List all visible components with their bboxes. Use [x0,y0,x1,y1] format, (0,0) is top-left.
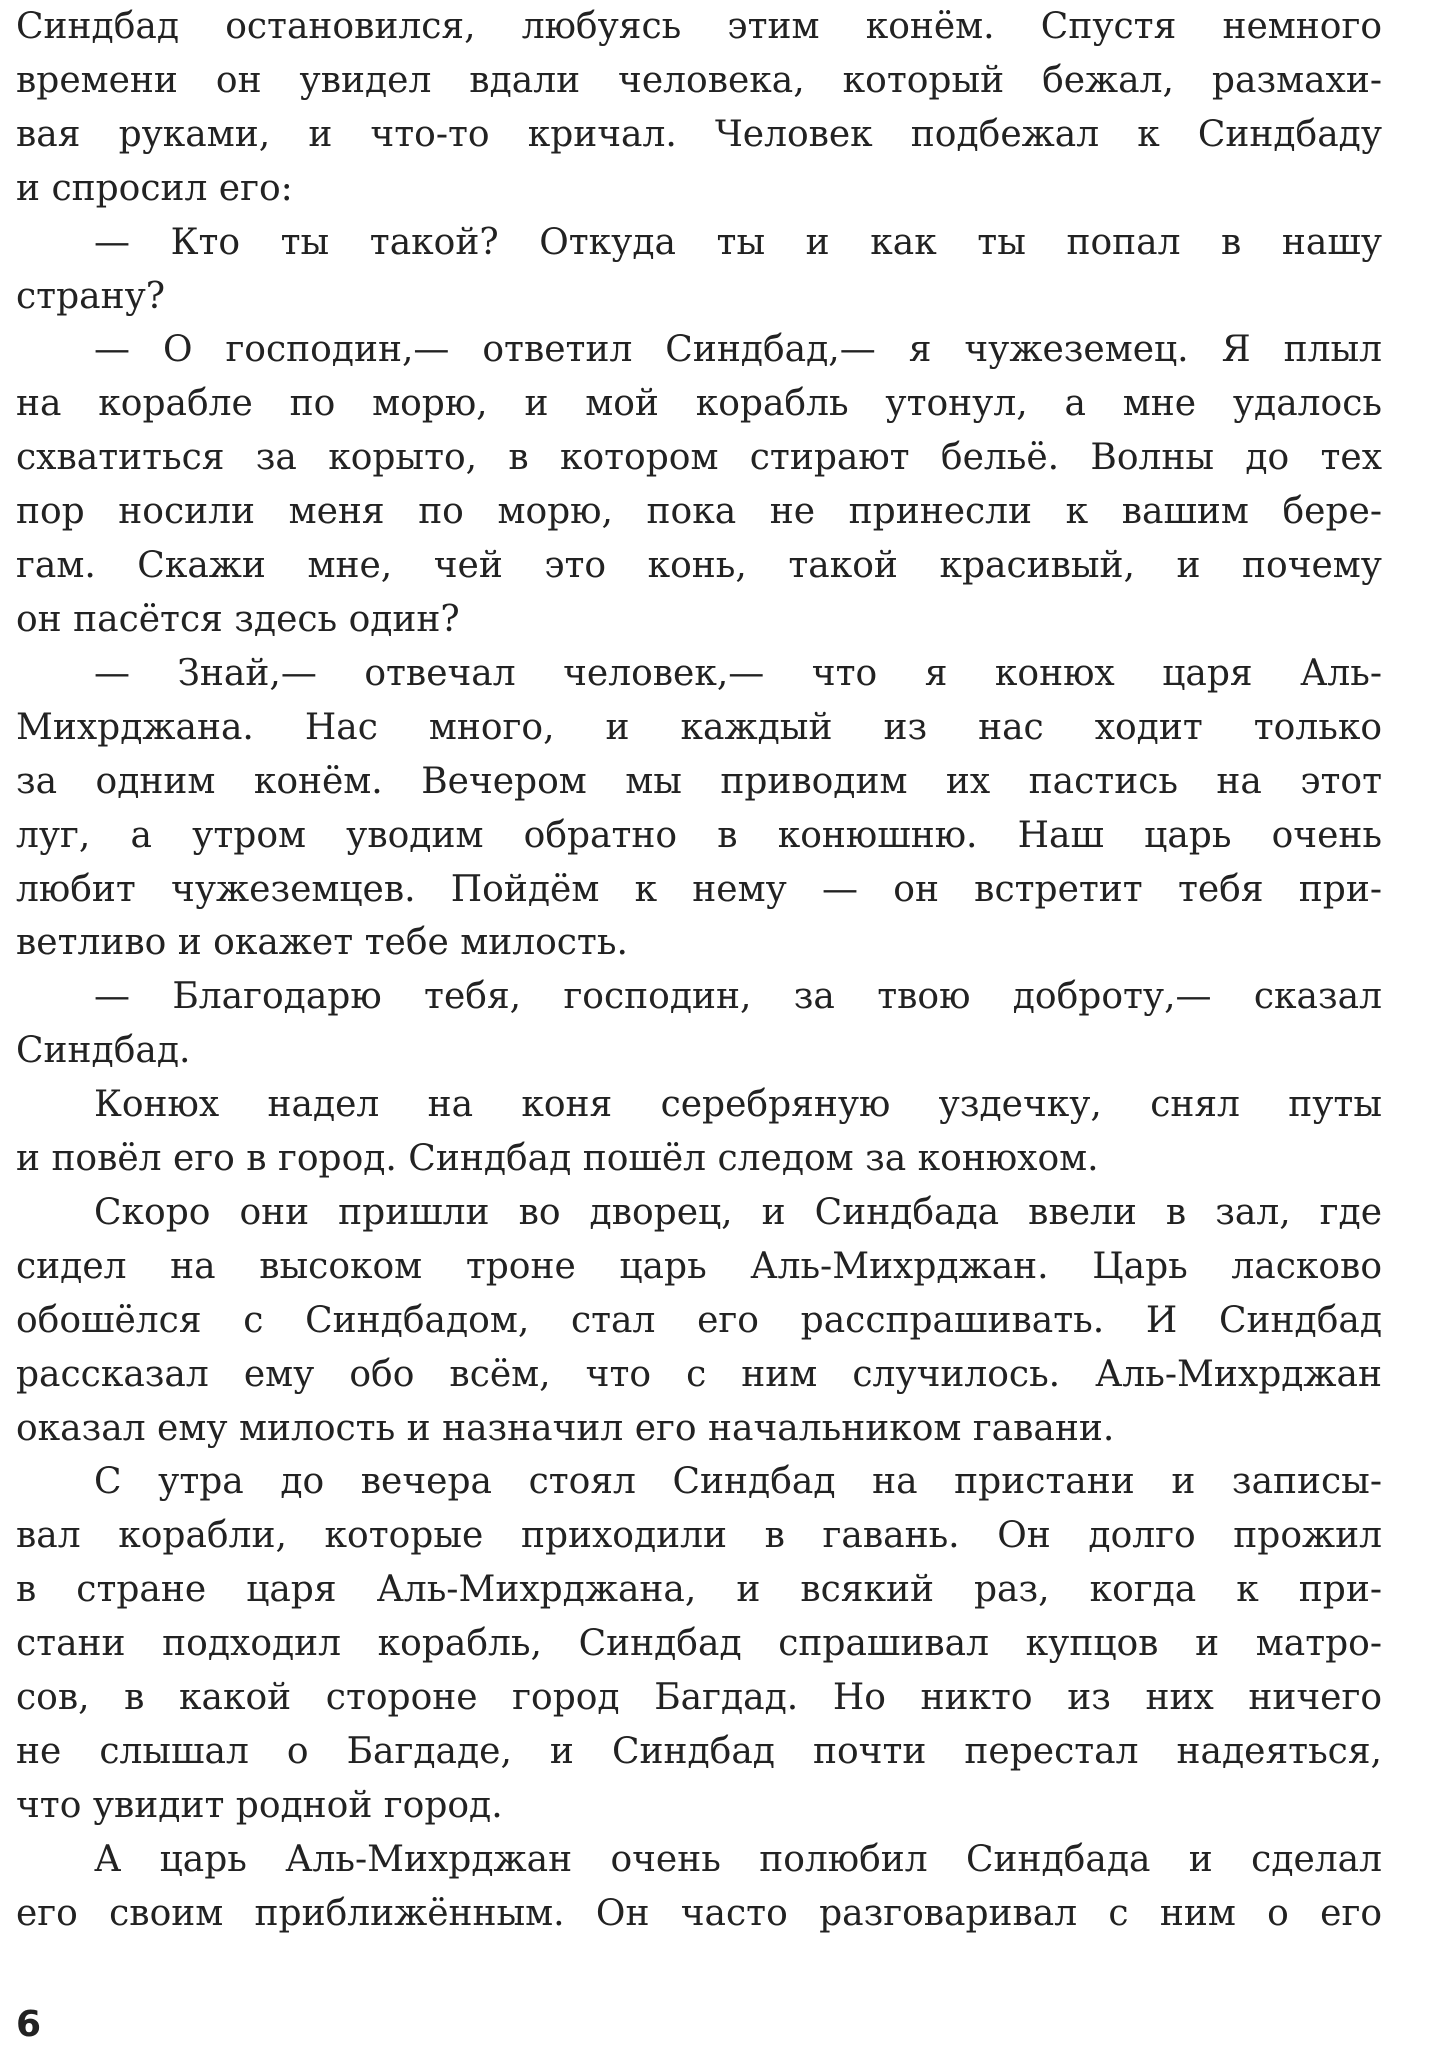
text-line: времени он увидел вдали человека, который бежал, размахи- [16,59,1382,101]
text-line: ветливо и окажет тебе милость. [16,922,628,964]
text-line: что увидит родной город. [16,1784,503,1826]
text-line: и повёл его в город. Синдбад пошёл следом за конюхом. [16,1138,1099,1180]
text-line: его своим приближённым. Он часто разговаривал с ним о его [16,1892,1382,1934]
text-line: Михрджана. Нас много, и каждый из нас ходит только [16,706,1382,748]
text-line: А царь Аль-Михрджан очень полюбил Синдбада и сделал [94,1838,1382,1880]
text-line: за одним конём. Вечером мы приводим их пастись на этот [16,760,1382,802]
text-line: и спросил его: [16,167,293,209]
text-line: Синдбад остановился, любуясь этим конём. Спустя немного [16,6,1382,47]
text-line: он пасётся здесь один? [16,598,460,640]
text-line: рассказал ему обо всём, что с ним случилось. Аль-Михрджан [16,1353,1382,1395]
text-line: Скоро они пришли во дворец, и Синдбада ввели в зал, где [94,1191,1382,1233]
text-line: на корабле по морю, и мой корабль утонул, а мне удалось [16,383,1382,425]
text-line: — О господин,— ответил Синдбад,— я чужеземец. Я плыл [94,329,1382,371]
text-line: — Знай,— отвечал человек,— что я конюх царя Аль- [94,652,1382,694]
text-line: любит чужеземцев. Пойдём к нему — он встретит тебя при- [16,868,1382,910]
text-line: не слышал о Багдаде, и Синдбад почти перестал надеяться, [16,1731,1382,1772]
text-line: в стране царя Аль-Михрджана, и всякий раз, когда к при- [16,1569,1382,1611]
text-line: гам. Скажи мне, чей это конь, такой красивый, и почему [16,545,1382,587]
text-line: страну? [16,275,166,317]
page-number: 6 [16,2004,42,2045]
text-line: Конюх надел на коня серебряную уздечку, снял путы [94,1084,1382,1126]
text-line: — Благодарю тебя, господин, за твою доброту,— сказал [94,976,1382,1018]
text-line: сов, в какой стороне город Багдад. Но никто из них ничего [16,1677,1382,1719]
text-line: стани подходил корабль, Синдбад спрашивал купцов и матро- [16,1623,1382,1665]
text-line: сидел на высоком троне царь Аль-Михрджан. Царь ласково [16,1245,1382,1287]
text-line: С утра до вечера стоял Синдбад на пристани и записы- [94,1461,1382,1503]
text-line: вал корабли, которые приходили в гавань. Он долго прожил [16,1515,1382,1557]
text-line: — Кто ты такой? Откуда ты и как ты попал в нашу [94,221,1382,263]
text-line: обошёлся с Синдбадом, стал его расспрашивать. И Синдбад [16,1299,1382,1341]
text-line: луг, а утром уводим обратно в конюшню. Наш царь очень [16,814,1382,856]
text-line: Синдбад. [16,1030,191,1072]
text-line: вая руками, и что-то кричал. Человек подбежал к Синдбаду [16,113,1382,155]
page-body [16,0,1382,1941]
text-line: схватиться за корыто, в котором стирают бельё. Волны до тех [16,437,1382,479]
text-line: оказал ему милость и назначил его начальником гавани. [16,1407,1115,1449]
text-line: пор носили меня по морю, пока не принесли к вашим бере- [16,491,1382,533]
